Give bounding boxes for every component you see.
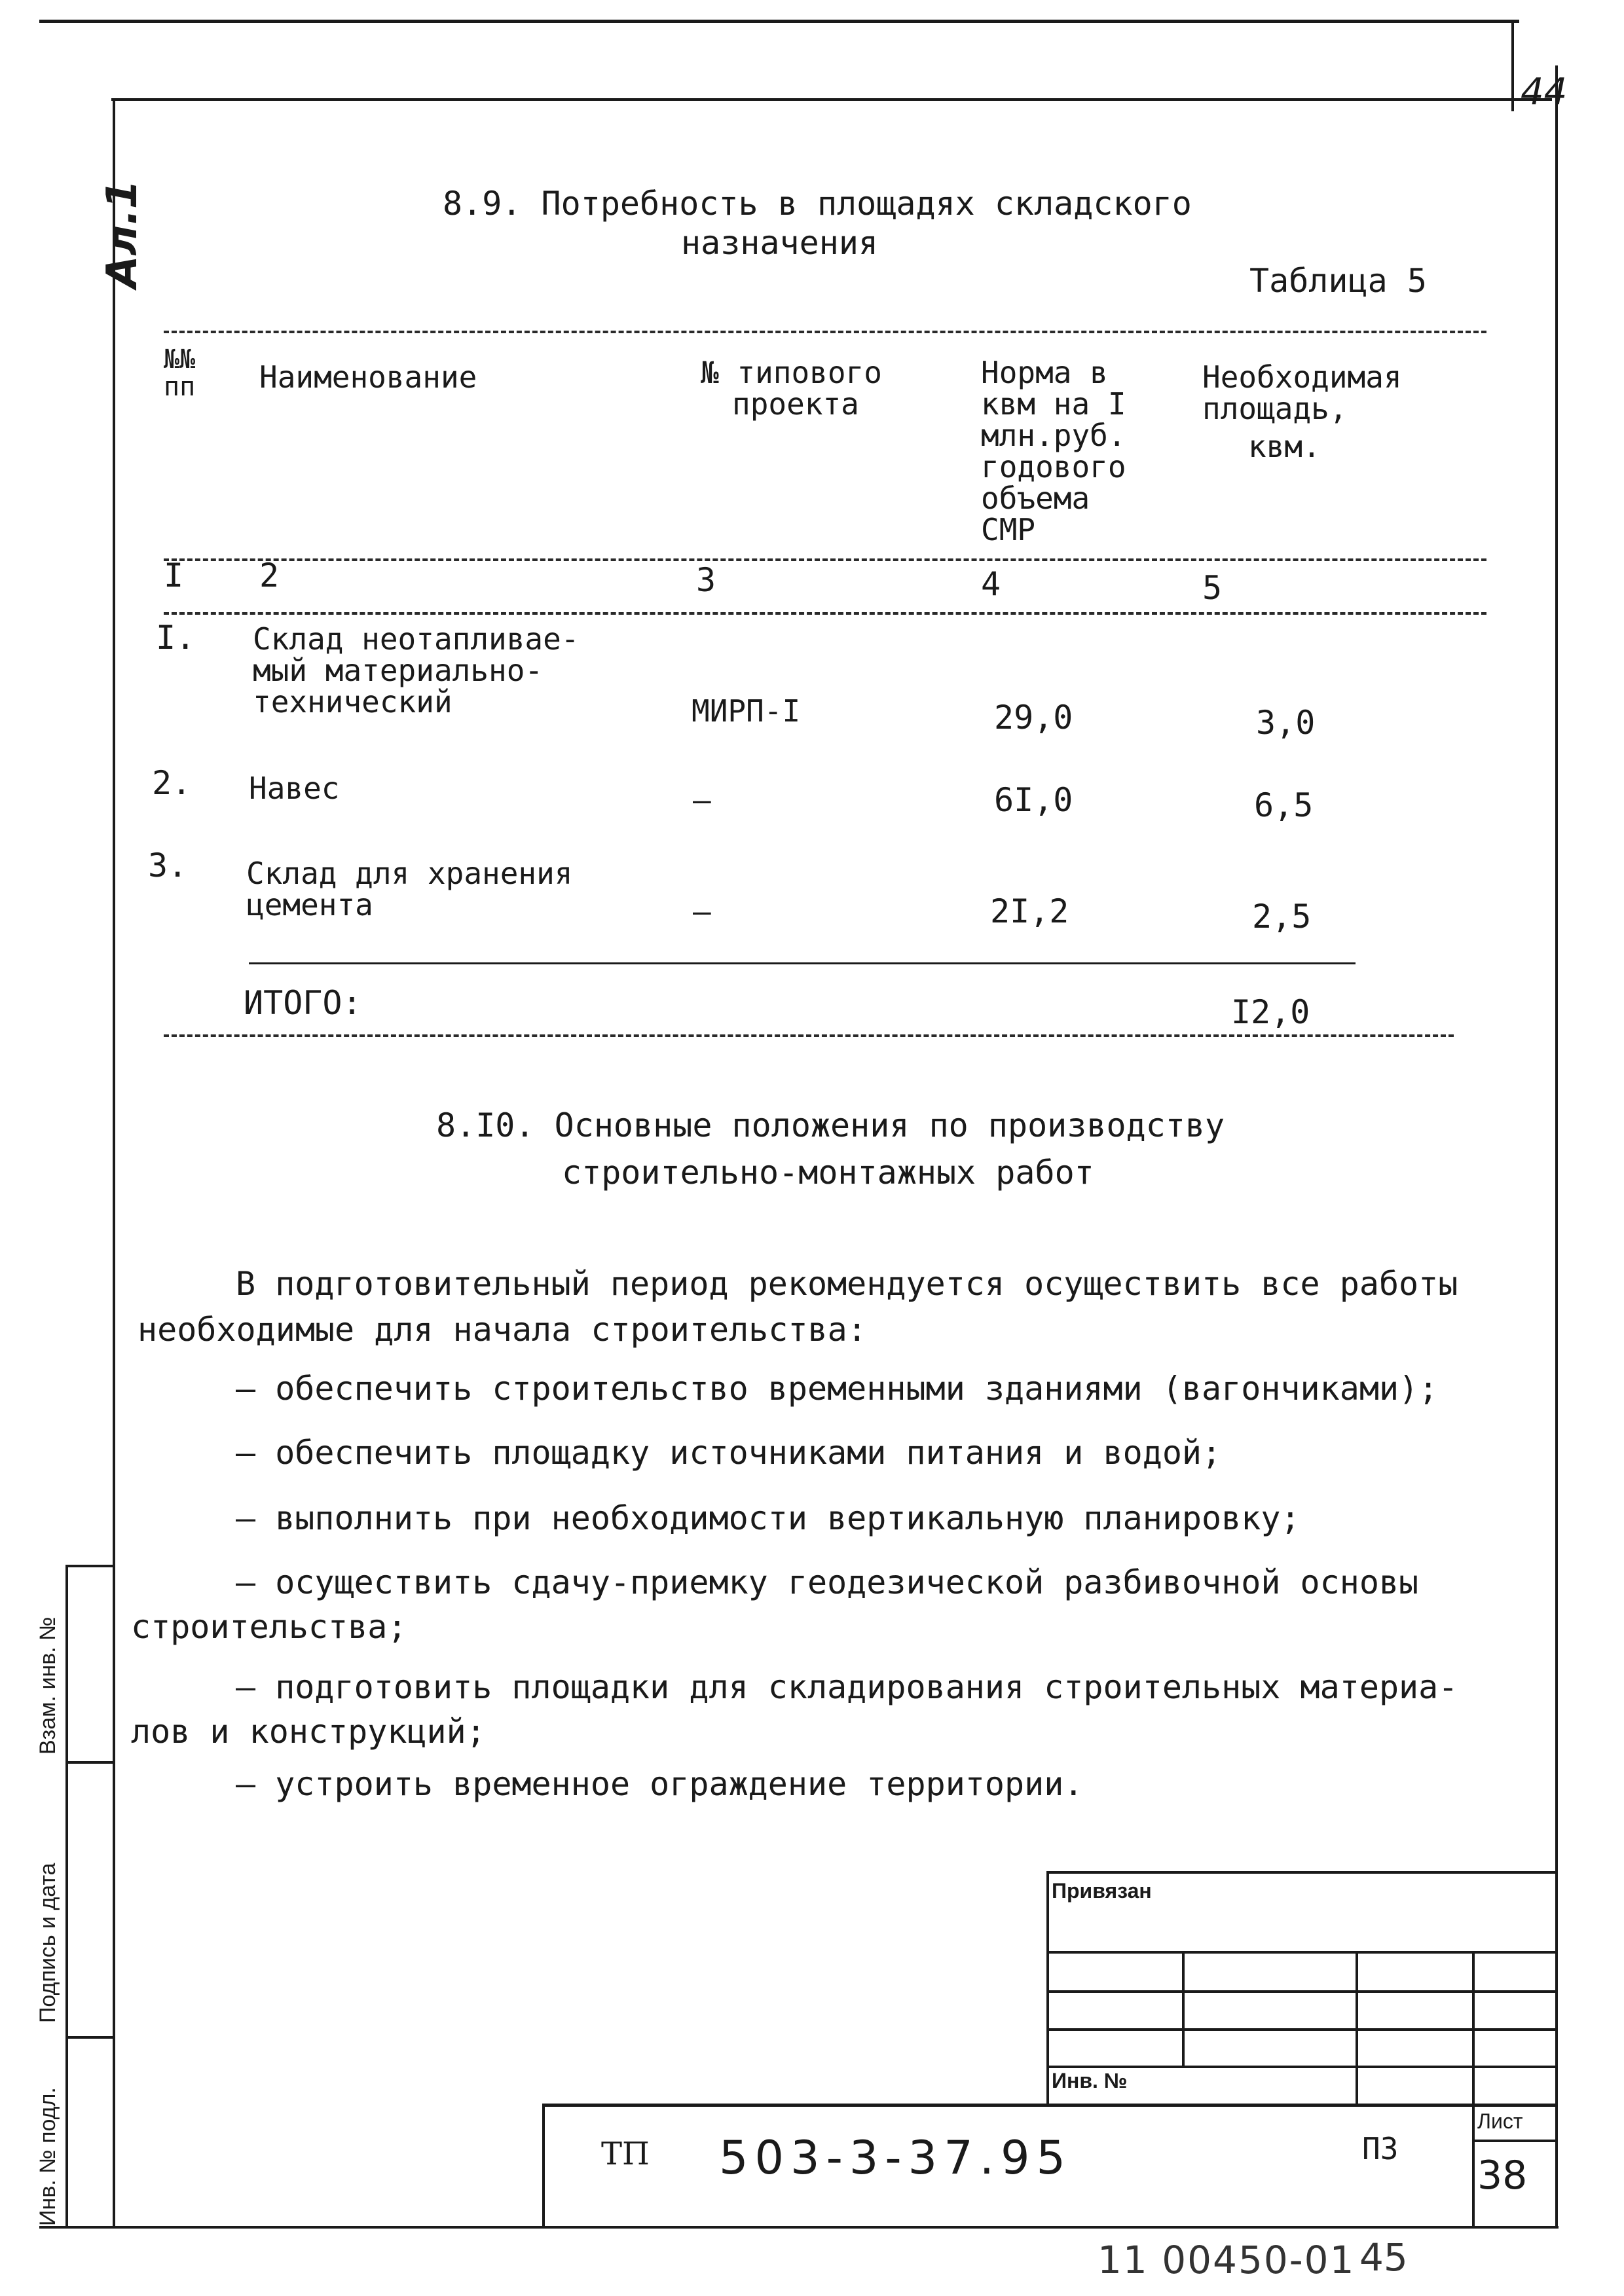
side-stamp-outer-line — [65, 1565, 68, 2226]
colnum-1: I — [164, 556, 184, 594]
tb-main-top-line — [542, 2104, 1555, 2107]
tb-bottom-page: 45 — [1359, 2235, 1408, 2280]
colnum-4: 4 — [981, 565, 1001, 603]
body-line-8: – подготовить площадки для складирования строительных материа- — [236, 1668, 1458, 1706]
row2-norm: 6I,0 — [994, 781, 1073, 819]
row3-name: Склад для хранения цемента — [246, 856, 573, 922]
row2-project: – — [693, 782, 711, 818]
body-line-3: – обеспечить строительство временными зданиями (вагончиками); — [236, 1370, 1439, 1408]
margin-note: Ал.1 — [98, 179, 147, 288]
tb-doc: ПЗ — [1362, 2131, 1399, 2166]
header-norm: Норма в квм на I млн.руб. годового объема СМР — [981, 355, 1126, 547]
total-value: I2,0 — [1231, 993, 1310, 1031]
tb-left-line — [1046, 1871, 1049, 2104]
body-line-6: – осуществить сдачу-приемку геодезической разбивочной основы — [236, 1563, 1419, 1601]
section-89-title-line1: 8.9. Потребность в площадях складского — [443, 185, 1192, 223]
side-stamp-sep-3 — [65, 2036, 113, 2039]
body-line-5: – выполнить при необходимости вертикальную планировку; — [236, 1499, 1301, 1537]
tb-grid-v3 — [1472, 1951, 1475, 2226]
body-line-4: – обеспечить площадку источниками питания и водой; — [236, 1434, 1222, 1472]
row1-name: Склад неотапливае- мый материально- технический — [253, 621, 580, 720]
row3-area: 2,5 — [1252, 898, 1312, 936]
top-page-number: 44 — [1521, 71, 1568, 113]
header-num: №№ пп — [164, 344, 196, 402]
colnum-3: 3 — [696, 561, 716, 599]
tb-sheet-number: 38 — [1477, 2153, 1528, 2198]
body-line-7: строительства; — [131, 1608, 407, 1646]
frame-left-line — [113, 98, 115, 2226]
tb-sheet-sep — [1472, 2140, 1555, 2142]
total-label: ИТОГО: — [244, 984, 362, 1022]
side-stamp-sep-2 — [65, 1761, 113, 1764]
table-top-rule — [164, 331, 1486, 333]
body-line-9: лов и конструкций; — [131, 1713, 486, 1751]
row2-num: 2. — [152, 764, 192, 802]
header-project: № типового проекта — [701, 355, 882, 422]
side-stamp-vzam: Взам. инв. № — [35, 1616, 60, 1755]
tb-grid-h3 — [1046, 2028, 1555, 2031]
side-stamp-sep-1 — [65, 1565, 113, 1567]
tb-inv-no: Инв. № — [1052, 2069, 1128, 2092]
colnum-2: 2 — [259, 556, 280, 594]
header-name: Наименование — [259, 359, 477, 395]
section-810-title-line1: 8.I0. Основные положения по производству — [436, 1106, 1225, 1144]
body-line-2: необходимые для начала строительства: — [138, 1311, 867, 1349]
row1-area: 3,0 — [1256, 704, 1316, 742]
body-line-1: В подготовительный период рекомендуется осуществить все работы — [236, 1265, 1458, 1303]
tb-code: 503-3-37.95 — [719, 2131, 1073, 2185]
tb-grid-h4 — [1046, 2066, 1555, 2068]
frame-right-line — [1555, 65, 1558, 2226]
body-line-10: – устроить временное ограждение территории. — [236, 1765, 1084, 1803]
tb-bottom-number: 11 00450-01 — [1098, 2238, 1356, 2282]
row3-project: – — [693, 894, 711, 929]
total-rule — [249, 962, 1356, 964]
tb-grid-v2 — [1356, 1951, 1358, 2104]
table-bottom-rule — [164, 1034, 1454, 1037]
frame-bottom-line — [39, 2226, 1559, 2229]
row2-area: 6,5 — [1254, 786, 1314, 824]
row3-num: 3. — [148, 847, 188, 884]
side-stamp-inv-podl: Инв. № подл. — [35, 2087, 60, 2226]
frame-top-line — [111, 98, 1552, 101]
row1-project: МИРП-I — [692, 693, 801, 729]
row1-num: I. — [156, 619, 196, 657]
tb-grid-v1 — [1182, 1951, 1185, 2066]
header-area: Необходимая площадь, квм. — [1202, 359, 1402, 464]
colnum-rule — [164, 612, 1486, 615]
section-89-title-line2: назначения — [681, 224, 879, 262]
tb-main-left-line — [542, 2104, 545, 2226]
tb-code-prefix: ТП — [601, 2136, 650, 2172]
side-stamp-podpis: Подпись и дата — [35, 1863, 60, 2023]
tb-grid-h2 — [1046, 1990, 1555, 1993]
row1-norm: 29,0 — [994, 699, 1073, 737]
row2-name: Навес — [249, 771, 340, 806]
colnum-5: 5 — [1202, 569, 1223, 607]
tb-grid-h1 — [1046, 1951, 1555, 1954]
page-number-divider — [1511, 20, 1514, 111]
tb-sheet-label: Лист — [1477, 2109, 1523, 2133]
tb-top-line — [1046, 1871, 1555, 1874]
row3-norm: 2I,2 — [990, 892, 1069, 930]
table-label: Таблица 5 — [1249, 262, 1427, 300]
header-bottom-rule — [164, 558, 1486, 561]
tb-privyazan: Привязан — [1052, 1879, 1152, 1903]
section-810-title-line2: строительно-монтажных работ — [562, 1154, 1094, 1192]
top-border-line — [39, 20, 1519, 23]
